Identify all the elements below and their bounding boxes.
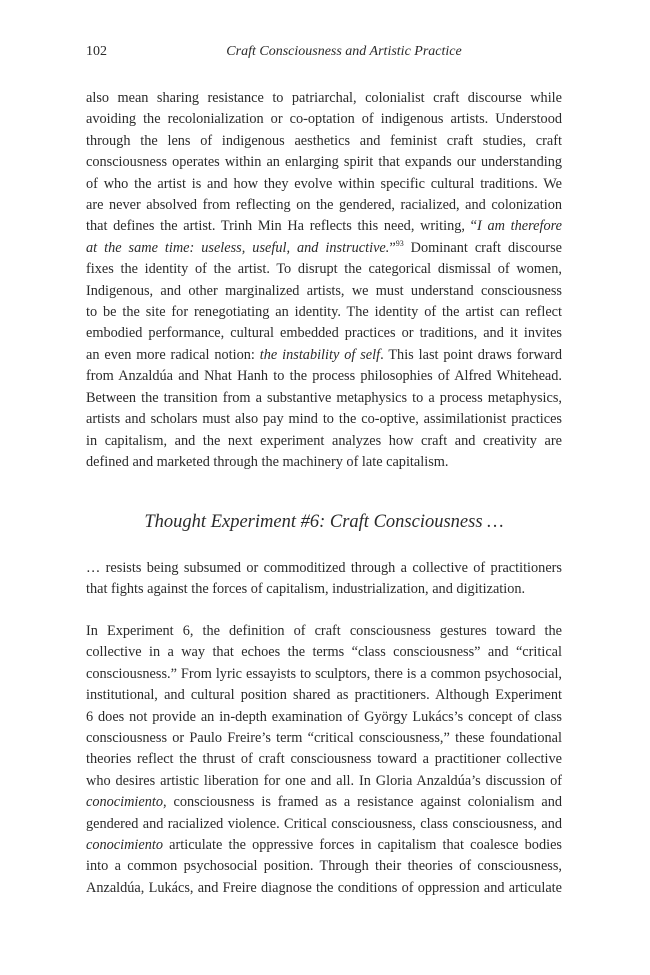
italic-phrase: the instability of self [259,346,381,363]
text-line: embodied performance, cultural embedded practices or traditions, and it invites [86,325,562,342]
text-line: consciousness.” From lyric essayists to sculptors, there is a common psychosocial, [86,665,562,682]
text-line: to be the site for renegotiating an identity. The identity of the artist can reflect [86,304,562,321]
text-line: who desires artistic liberation for one and all. In Gloria Anzaldúa’s discussion of [86,772,562,789]
italic-quote: at the same time: useless, useful, and instructive. [86,239,390,256]
text-line: In Experiment 6, the definition of craft consciousness gestures toward the [86,623,562,639]
text-run: articulate the oppressive forces in capitalism that coalesce bodies [163,837,562,854]
text-line [86,238,562,259]
text-run: an even more radical notion: [86,346,260,363]
section-heading: Thought Experiment #6: Craft Consciousness … [144,512,504,532]
text-line: into a common psychosocial position. Through their theories of consciousness, [86,858,562,875]
italic-term: conocimiento [86,794,164,811]
text-line: avoiding the recolonialization or co-optation of indigenous artists. Understood [86,111,562,128]
text-line: Between the transition from a substantive metaphysics to a process metaphysics, [86,389,562,406]
text-line: … resists being subsumed or commoditized through a collective of practitioners [86,560,562,576]
footnote-marker: 93 [395,238,404,248]
text-line: fixes the identity of the artist. To disrupt the categorical dismissal of women, [86,261,562,278]
closing-quote: ” [389,239,396,256]
book-page [86,0,562,975]
text-line: of who the artist is and how they evolve within specific cultural traditions. We [86,175,562,192]
text-run: that defines the artist. Trinh Min Ha reflects this need, writing, “ [86,218,478,235]
body-paragraph-3 [86,621,562,899]
text-line: Anzaldúa, Lukács, and Freire diagnose the conditions of oppression and articulate [86,879,562,896]
text-line: from Anzaldúa and Nhat Hanh to the process philosophies of Alfred Whitehead. [86,368,562,385]
body-paragraph-2 [86,558,562,601]
text-run: . This last point draws forward [380,346,562,363]
text-line: are never absolved from reflecting on the gendered, racialized, and colonization [86,197,562,214]
text-line: 6 does not provide an in-depth examination of György Lukács’s concept of class [86,708,562,725]
text-line [86,792,562,813]
text-line: consciousness or Paulo Freire’s term “critical consciousness,” these foundational [86,730,562,747]
italic-term: conocimiento [86,837,164,854]
text-line: institutional, and cultural position shared as practitioners. Although Experiment [86,687,562,704]
body-paragraph-1 [86,88,562,473]
text-line: that fights against the forces of capitalism, industrialization, and digitization. [86,581,526,598]
running-head [86,44,562,64]
page-number: 102 [86,44,107,59]
text-line: artists and scholars must also pay mind to the co-optive, assimilationist practices [86,411,562,428]
text-line [86,216,562,237]
running-title: Craft Consciousness and Artistic Practice [226,44,462,59]
text-line: also mean sharing resistance to patriarchal, colonialist craft discourse while [86,90,562,106]
text-line [86,345,562,366]
text-line: defined and marketed through the machinery of late capitalism. [86,453,449,470]
text-line: gendered and racialized violence. Critical consciousness, class consciousness, and [86,815,562,832]
italic-quote: I am therefore [477,218,562,235]
text-line: through the lens of indigenous aesthetics and feminist craft studies, craft [86,132,562,149]
text-line: consciousness operates within an enlarging spirit that expands our understanding [86,154,562,171]
text-line: theories reflect the thrust of craft consciousness toward a practitioner collective [86,751,562,768]
text-run: Dominant craft discourse [403,239,562,256]
text-line: collective in a way that echoes the terms “class consciousness” and “critical [86,644,562,661]
text-line: in capitalism, and the next experiment analyzes how craft and creativity are [86,432,562,449]
text-run: , consciousness is framed as a resistance against colonialism and [163,794,562,811]
text-line: Indigenous, and other marginalized artists, we must understand consciousness [86,282,562,299]
text-line [86,835,562,856]
